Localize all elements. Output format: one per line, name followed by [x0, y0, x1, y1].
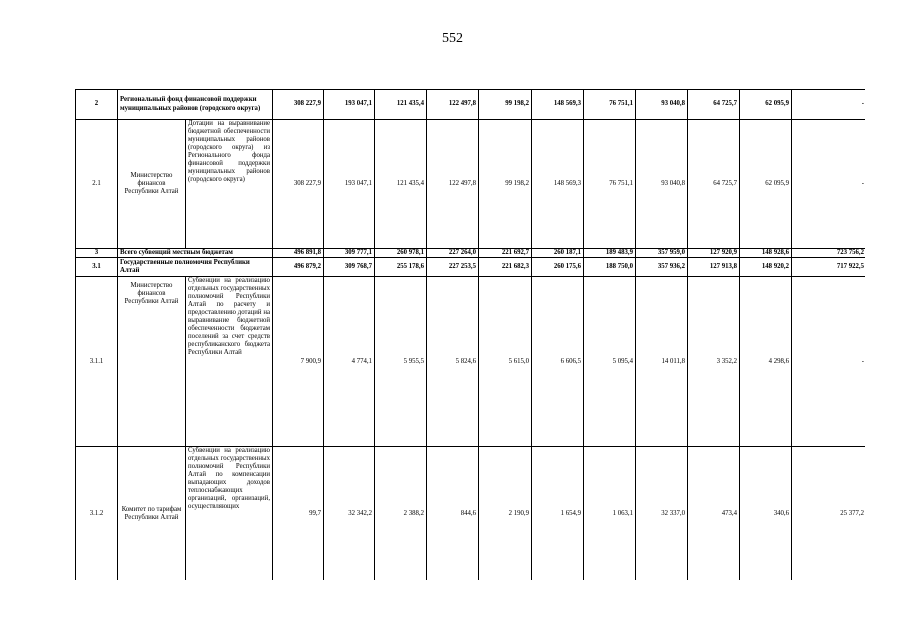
value-cell: 340,6	[740, 447, 792, 580]
value-cell: 25 377,2	[792, 447, 865, 580]
value-cell: 32 337,0	[636, 447, 688, 580]
value-cell: 6 606,5	[532, 277, 584, 447]
value-cell: 3 352,2	[688, 277, 740, 447]
value-cell: 309 777,1	[324, 249, 375, 258]
table-row	[76, 90, 866, 120]
value-cell: 121 435,4	[375, 120, 427, 249]
row-number: 3.1.2	[76, 447, 118, 580]
value-cell: 93 040,8	[636, 90, 688, 120]
value-cell: 1 654,9	[532, 447, 584, 580]
value-cell: -	[792, 120, 865, 249]
value-cell: 148 569,3	[532, 120, 584, 249]
value-cell: 189 483,9	[584, 249, 636, 258]
value-cell: 62 095,9	[740, 120, 792, 249]
row-number: 3	[76, 249, 118, 258]
value-cell: 357 936,2	[636, 258, 688, 277]
value-cell: 221 682,3	[479, 258, 532, 277]
value-cell: 309 768,7	[324, 258, 375, 277]
value-cell: 188 750,0	[584, 258, 636, 277]
value-cell: 227 253,5	[427, 258, 479, 277]
value-cell: 127 913,8	[688, 258, 740, 277]
value-cell: -	[792, 277, 865, 447]
value-cell: 5 615,0	[479, 277, 532, 447]
value-cell: 121 435,4	[375, 90, 427, 120]
value-cell: 260 978,1	[375, 249, 427, 258]
value-cell: 4 774,1	[324, 277, 375, 447]
responsible-organization: Министерство финансов Республики Алтай	[118, 120, 186, 249]
table-row	[76, 258, 866, 277]
value-cell: 5 955,5	[375, 277, 427, 447]
value-cell: 496 879,2	[273, 258, 324, 277]
value-cell: 127 920,9	[688, 249, 740, 258]
value-cell: 193 047,1	[324, 90, 375, 120]
value-cell: 193 047,1	[324, 120, 375, 249]
value-cell: 4 298,6	[740, 277, 792, 447]
value-cell: 148 928,6	[740, 249, 792, 258]
value-cell: 93 040,8	[636, 120, 688, 249]
value-cell: 5 824,6	[427, 277, 479, 447]
row-description: Субвенции на реализацию отдельных государственных полномочий Республики Алтай по расчету и предоставлению дотаций на выравнивание бюджетной обеспеченности бюджетам поселений за счет средств республиканского бюджета Республики Алтай	[186, 277, 273, 447]
value-cell: 76 751,1	[584, 120, 636, 249]
budget-table	[75, 89, 865, 580]
value-cell: 844,6	[427, 447, 479, 580]
row-name: Государственные полномочия Республики Алтай	[118, 258, 273, 277]
responsible-organization: Министерство финансов Республики Алтай	[118, 277, 186, 447]
value-cell: 2 190,9	[479, 447, 532, 580]
value-cell: 14 011,8	[636, 277, 688, 447]
value-cell: 227 264,0	[427, 249, 479, 258]
value-cell: 723 756,2	[792, 249, 865, 258]
budget-table-container	[75, 89, 865, 580]
table-row	[76, 120, 866, 249]
value-cell: 64 725,7	[688, 90, 740, 120]
value-cell: 32 342,2	[324, 447, 375, 580]
row-name: Региональный фонд финансовой поддержки муниципальных районов (городского округа)	[118, 90, 273, 120]
value-cell: 122 497,8	[427, 120, 479, 249]
value-cell: 308 227,9	[273, 90, 324, 120]
value-cell: 496 891,8	[273, 249, 324, 258]
value-cell: 221 692,7	[479, 249, 532, 258]
row-description: Субвенции на реализацию отдельных государственных полномочий Республики Алтай по компенсации выпадающих доходов теплоснабжающих организаций, организаций, осуществляющих	[186, 447, 273, 580]
value-cell: 308 227,9	[273, 120, 324, 249]
page-number: 552	[442, 31, 463, 46]
value-cell: 2 388,2	[375, 447, 427, 580]
value-cell: 260 175,6	[532, 258, 584, 277]
row-number: 2.1	[76, 120, 118, 249]
value-cell: 99 198,2	[479, 90, 532, 120]
table-row	[76, 249, 866, 258]
row-number: 3.1.1	[76, 277, 118, 447]
value-cell: 255 178,6	[375, 258, 427, 277]
value-cell: 64 725,7	[688, 120, 740, 249]
value-cell: 357 959,0	[636, 249, 688, 258]
row-name: Всего субвенций местным бюджетам	[118, 249, 273, 258]
value-cell: 76 751,1	[584, 90, 636, 120]
value-cell: 5 095,4	[584, 277, 636, 447]
value-cell: 1 063,1	[584, 447, 636, 580]
value-cell: -	[792, 90, 865, 120]
row-description: Дотации на выравнивание бюджетной обеспеченности муниципальных районов (городского округа) из Регионального фонда финансовой поддержки муниципальных районов (городского округа)	[186, 120, 273, 249]
row-number: 3.1	[76, 258, 118, 277]
value-cell: 148 569,3	[532, 90, 584, 120]
value-cell: 99 198,2	[479, 120, 532, 249]
value-cell: 122 497,8	[427, 90, 479, 120]
value-cell: 717 922,5	[792, 258, 865, 277]
responsible-organization: Комитет по тарифам Республики Алтай	[118, 447, 186, 580]
table-row	[76, 277, 866, 447]
table-row	[76, 447, 866, 580]
row-number: 2	[76, 90, 118, 120]
value-cell: 473,4	[688, 447, 740, 580]
value-cell: 7 900,9	[273, 277, 324, 447]
value-cell: 62 095,9	[740, 90, 792, 120]
value-cell: 260 187,1	[532, 249, 584, 258]
value-cell: 148 920,2	[740, 258, 792, 277]
value-cell: 99,7	[273, 447, 324, 580]
